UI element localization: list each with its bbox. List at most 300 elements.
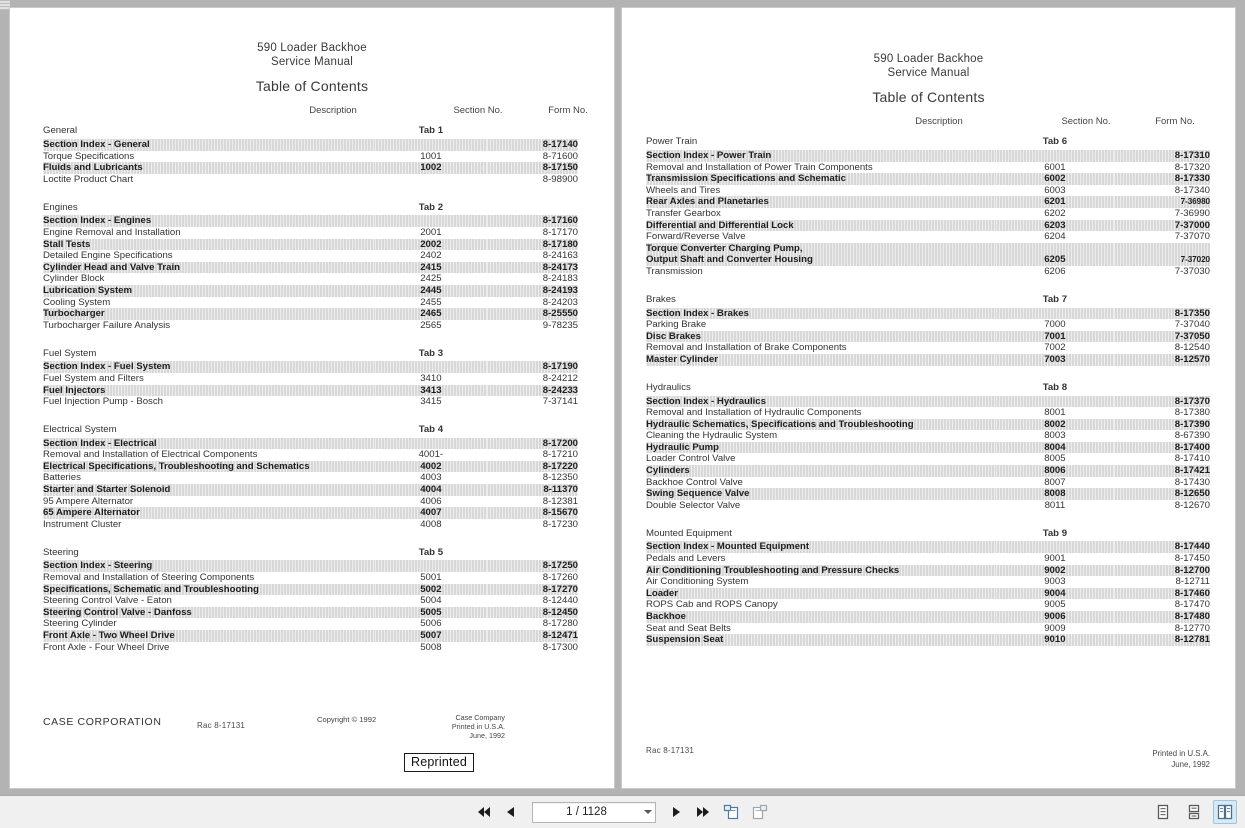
- toc-row-form: 8-12381: [542, 495, 578, 507]
- toc-group-row: [43, 417, 578, 438]
- toc-row-form: 8-17160: [487, 215, 578, 227]
- toc-row-description: Section Index - Electrical: [43, 438, 375, 450]
- toc-row-form: 8-12350: [542, 472, 578, 484]
- toc-group-form: [487, 194, 578, 215]
- toc-group-tab: Tab 3: [418, 347, 444, 359]
- toc-row-section: 8011: [1044, 499, 1066, 511]
- toc-row-section: 7001: [996, 331, 1114, 343]
- toc-row-form: 8-17450: [1174, 553, 1210, 565]
- toc-row-description: Section Index - Power Train: [646, 150, 996, 162]
- toc-row[interactable]: [646, 576, 1210, 588]
- toc-row[interactable]: [646, 588, 1210, 600]
- toc-row[interactable]: [43, 139, 578, 151]
- toc-row-description: Loctite Product Chart: [43, 173, 134, 185]
- toc-row-section: 4003: [420, 472, 442, 484]
- toc-row-description: Steering Control Valve - Danfoss: [43, 607, 375, 619]
- toc-group-tab: Tab 4: [418, 423, 444, 435]
- toc-row-form: 8-12540: [1174, 342, 1210, 354]
- toc-row-section: 2402: [420, 250, 442, 262]
- toc-row-section: 8004: [996, 442, 1114, 454]
- toc-row[interactable]: [646, 541, 1210, 553]
- page-right[interactable]: [622, 8, 1235, 788]
- toc-row-form: 8-17270: [487, 584, 578, 596]
- column-header-form-right: Form No.: [1155, 116, 1195, 127]
- toc-group-tab: Tab 9: [1042, 527, 1068, 539]
- toc-row[interactable]: [646, 419, 1210, 431]
- toc-row[interactable]: [43, 396, 578, 408]
- toc-row-section: 5001: [420, 572, 442, 584]
- toc-group-form: [1114, 375, 1210, 396]
- toc-row[interactable]: [43, 151, 578, 163]
- toc-row-section: 2445: [375, 285, 487, 297]
- toc-row-section: 3410: [420, 372, 442, 384]
- toc-row-description: Removal and Installation of Power Train Components: [646, 161, 873, 173]
- toc-row-section: 6205: [996, 254, 1114, 266]
- toc-row-form: 7-36990: [1174, 207, 1210, 219]
- toc-row-description: Backhoe: [646, 611, 996, 623]
- toc-row-form: 7-37030: [1174, 265, 1210, 277]
- toc-row[interactable]: [646, 553, 1210, 565]
- column-headers-right: [646, 116, 1210, 129]
- column-header-section-right: Section No.: [1061, 116, 1111, 127]
- toc-row[interactable]: [646, 430, 1210, 442]
- toc-row-description: Removal and Installation of Hydraulic Components: [646, 407, 862, 419]
- toc-row[interactable]: [43, 285, 578, 297]
- toc-row-section: 6204: [1044, 231, 1066, 243]
- toc-row[interactable]: [646, 243, 1210, 255]
- doc-title-line2-right: Service Manual: [887, 67, 970, 79]
- previous-page-icon[interactable]: [502, 802, 520, 822]
- toc-group-label: Brakes: [646, 293, 676, 305]
- toc-group-label: Engines: [43, 201, 78, 213]
- toc-row-form: 8-17210: [542, 449, 578, 461]
- toc-group-form: [487, 417, 578, 438]
- toc-row[interactable]: [646, 634, 1210, 646]
- toc-row-section: [375, 139, 487, 151]
- doc-title-line1: 590 Loader Backhoe: [257, 42, 367, 54]
- toc-section-spacer: [43, 185, 578, 194]
- page-navigation-group: [0, 796, 1245, 828]
- toc-group-label: Hydraulics: [646, 381, 691, 393]
- toc-row-description: Air Conditioning Troubleshooting and Pressure Checks: [646, 565, 996, 577]
- toc-row-form: 8-17390: [1114, 419, 1210, 431]
- toc-row-form: 8-17180: [487, 239, 578, 251]
- page-left[interactable]: [10, 8, 614, 788]
- toc-row-description: Fluids and Lubricants: [43, 162, 375, 174]
- toc-row[interactable]: [43, 618, 578, 630]
- toc-row-description: Cleaning the Hydraulic System: [646, 430, 778, 442]
- toc-row-description: Lubrication System: [43, 285, 375, 297]
- toc-table-right: [646, 129, 1210, 646]
- toc-row-description: Backhoe Control Valve: [646, 476, 743, 488]
- toc-row-section: [996, 396, 1114, 408]
- toc-row-description: Forward/Reverse Valve: [646, 231, 746, 243]
- toc-table-left: [43, 118, 578, 653]
- toc-row-form: 8-12770: [1174, 622, 1210, 634]
- insert-page-icon[interactable]: [722, 802, 742, 822]
- toc-row-form: 8-12570: [1114, 354, 1210, 366]
- toc-row-description: Air Conditioning System: [646, 576, 749, 588]
- toc-row-section: 4004: [375, 484, 487, 496]
- toc-row-form: 8-17170: [542, 226, 578, 238]
- toc-row[interactable]: [646, 500, 1210, 512]
- toc-group-row: [646, 129, 1210, 150]
- toc-row-form: 8-17230: [542, 518, 578, 530]
- toc-group-row: [43, 118, 578, 139]
- toc-row-section: 9005: [1044, 599, 1066, 611]
- toc-row-form: 8-15670: [487, 507, 578, 519]
- toc-group-tab: Tab 7: [1042, 293, 1068, 305]
- view-continuous-icon[interactable]: [1182, 800, 1206, 824]
- toc-row-description: Electrical Specifications, Troubleshooting and Schematics: [43, 461, 375, 473]
- toc-row[interactable]: [43, 273, 578, 285]
- toc-row-form: 8-17280: [542, 618, 578, 630]
- column-header-description-right: Description: [915, 116, 963, 127]
- toc-row-section: 3413: [375, 385, 487, 397]
- toc-row-section: 4001-: [418, 449, 444, 461]
- toc-row-section: 4008: [420, 518, 442, 530]
- toc-row-form: 7-37070: [1174, 231, 1210, 243]
- toc-section-spacer: [646, 511, 1210, 520]
- toc-group-label: Power Train: [646, 136, 698, 148]
- toc-row-section: 4002: [375, 461, 487, 473]
- column-header-section: Section No.: [453, 105, 503, 116]
- toc-row-form: 8-17480: [1114, 611, 1210, 623]
- toc-row-description: Cylinder Block: [43, 273, 105, 285]
- toc-row-section: 9004: [996, 588, 1114, 600]
- toc-section-spacer: [43, 408, 578, 417]
- toc-row-section: 8003: [1044, 430, 1066, 442]
- toc-row[interactable]: [43, 607, 578, 619]
- toc-row-form: 8-17140: [487, 139, 578, 151]
- toc-row-section: 8006: [996, 465, 1114, 477]
- toc-row-form: 7-37040: [1174, 319, 1210, 331]
- toc-row[interactable]: [43, 461, 578, 473]
- toc-row-description: Steering Cylinder: [43, 618, 117, 630]
- view-mode-group: [1151, 796, 1237, 828]
- toc-row[interactable]: [43, 584, 578, 596]
- toc-row-form: 8-24203: [542, 296, 578, 308]
- toc-row[interactable]: [43, 320, 578, 332]
- toc-row[interactable]: [43, 215, 578, 227]
- toc-row-description: Cylinders: [646, 465, 996, 477]
- toc-row[interactable]: [646, 331, 1210, 343]
- toc-row[interactable]: [43, 385, 578, 397]
- bottom-toolbar: [0, 795, 1245, 828]
- scroll-corner: [0, 0, 10, 10]
- toc-row[interactable]: [646, 208, 1210, 220]
- toc-row[interactable]: [646, 488, 1210, 500]
- toc-row[interactable]: [646, 354, 1210, 366]
- toc-row[interactable]: [43, 297, 578, 309]
- toc-row-description: Cooling System: [43, 296, 111, 308]
- toc-row-description: Swing Sequence Valve: [646, 488, 996, 500]
- toc-row[interactable]: [646, 220, 1210, 232]
- toc-row[interactable]: [646, 150, 1210, 162]
- toc-row-section: 6201: [996, 196, 1114, 208]
- toc-row-section: [996, 541, 1114, 553]
- column-headers-left: [43, 105, 588, 118]
- toc-row-description: Turbocharger: [43, 308, 375, 320]
- toc-row-description: Stall Tests: [43, 239, 375, 251]
- toc-row-form: 8-17250: [487, 560, 578, 572]
- toc-row[interactable]: [646, 565, 1210, 577]
- toc-row-description: Starter and Starter Solenoid: [43, 484, 375, 496]
- last-page-icon[interactable]: [695, 802, 713, 822]
- toc-row-form: 7-37141: [542, 396, 578, 408]
- toc-group-row: [646, 520, 1210, 541]
- toc-section-spacer: [646, 278, 1210, 287]
- toc-row[interactable]: [646, 342, 1210, 354]
- toc-row-description: Detailed Engine Specifications: [43, 250, 173, 262]
- toc-row[interactable]: [43, 438, 578, 450]
- toc-row-description: Parking Brake: [646, 319, 707, 331]
- toc-row[interactable]: [43, 373, 578, 385]
- toc-row-form: 9-78235: [542, 319, 578, 331]
- toc-row-section: 9010: [996, 634, 1114, 646]
- toc-row-section: 9001: [1044, 553, 1066, 565]
- toc-row[interactable]: [646, 465, 1210, 477]
- toc-row-form: 8-12650: [1114, 488, 1210, 500]
- toc-section-spacer: [43, 331, 578, 340]
- toc-row-description: Section Index - Fuel System: [43, 361, 375, 373]
- toc-row-section: 6001: [1044, 161, 1066, 173]
- toc-row-section: 3415: [420, 396, 442, 408]
- toc-row-description: Removal and Installation of Electrical Components: [43, 449, 258, 461]
- toc-row-section: 1002: [375, 162, 487, 174]
- toc-row-form: 8-17310: [1114, 150, 1210, 162]
- toc-row-form: 8-25550: [487, 308, 578, 320]
- toc-row[interactable]: [646, 254, 1210, 266]
- toc-heading-left: Table of Contents: [255, 78, 369, 94]
- doc-title-right: [622, 52, 1235, 80]
- footer-copyright: Copyright © 1992: [317, 715, 377, 724]
- toc-row[interactable]: [43, 174, 578, 186]
- toc-row-form: 8-17300: [542, 641, 578, 653]
- toc-group-label: General: [43, 125, 78, 137]
- toc-row-section: 2002: [375, 239, 487, 251]
- toc-row[interactable]: [646, 266, 1210, 278]
- toc-row[interactable]: [43, 361, 578, 373]
- toc-row-form: 8-24233: [487, 385, 578, 397]
- toc-group-label: Steering: [43, 546, 79, 558]
- toc-row-section: [375, 174, 487, 186]
- toc-row[interactable]: [43, 472, 578, 484]
- toc-row-description: Output Shaft and Converter Housing: [646, 254, 996, 266]
- first-page-icon[interactable]: [475, 802, 493, 822]
- toc-row-description: Double Selector Valve: [646, 499, 741, 511]
- toc-row[interactable]: [43, 227, 578, 239]
- toc-row-form: 7-37050: [1114, 331, 1210, 343]
- toc-row-section: 6002: [996, 173, 1114, 185]
- toc-row[interactable]: [43, 449, 578, 461]
- toc-row-form: 8-17400: [1114, 442, 1210, 454]
- toc-row-form: 8-17410: [1174, 453, 1210, 465]
- toc-row-form: 8-12700: [1114, 565, 1210, 577]
- toc-row[interactable]: [43, 308, 578, 320]
- toc-group-form: [487, 340, 578, 361]
- toc-row-form: 8-11370: [487, 484, 578, 496]
- toc-group-tab: Tab 1: [418, 125, 444, 137]
- toc-row-description: Batteries: [43, 472, 81, 484]
- toc-row-section: 5002: [375, 584, 487, 596]
- toc-row[interactable]: [43, 262, 578, 274]
- toc-row[interactable]: [43, 484, 578, 496]
- footer-printed-line1: Printed in U.S.A.: [1152, 749, 1210, 758]
- toc-row-form: 8-17380: [1174, 407, 1210, 419]
- toc-group-row: [646, 375, 1210, 396]
- footer-company: [395, 713, 505, 740]
- toc-row-form: 8-17220: [487, 461, 578, 473]
- toc-group-row: [646, 287, 1210, 308]
- toc-row-form: 8-17200: [487, 438, 578, 450]
- toc-row[interactable]: [646, 185, 1210, 197]
- footer-corporation: CASE CORPORATION: [43, 716, 162, 728]
- toc-row-section: 4007: [375, 507, 487, 519]
- toc-row-description: Section Index - Brakes: [646, 308, 996, 320]
- toc-row-section: 9006: [996, 611, 1114, 623]
- toc-row-section: 6003: [1044, 184, 1066, 196]
- toc-row-description: Rear Axles and Planetaries: [646, 196, 996, 208]
- toc-row[interactable]: [43, 239, 578, 251]
- toc-row[interactable]: [43, 507, 578, 519]
- view-single-page-icon[interactable]: [1151, 800, 1175, 824]
- chevron-down-icon[interactable]: [641, 810, 655, 815]
- toc-group-tab: Tab 6: [1042, 136, 1068, 148]
- toc-row[interactable]: [646, 308, 1210, 320]
- toc-row-description: Fuel System and Filters: [43, 372, 144, 384]
- toc-row-section: 2455: [420, 296, 442, 308]
- toc-row-section: 9002: [996, 565, 1114, 577]
- toc-row-form: 8-67390: [1174, 430, 1210, 442]
- toc-row-section: 8002: [996, 419, 1114, 431]
- toc-row-section: 2001: [420, 226, 442, 238]
- toc-row-form: 8-17150: [487, 162, 578, 174]
- toc-row[interactable]: [646, 231, 1210, 243]
- page-number-value: 1 / 1128: [566, 806, 607, 818]
- toc-row[interactable]: [646, 396, 1210, 408]
- toc-row-section: 2425: [420, 273, 442, 285]
- toc-row-description: Fuel Injectors: [43, 385, 375, 397]
- toc-row[interactable]: [646, 442, 1210, 454]
- toc-section-spacer: [43, 530, 578, 539]
- toc-row[interactable]: [646, 407, 1210, 419]
- toc-row[interactable]: [43, 642, 578, 654]
- toc-row-description: Hydraulic Pump: [646, 442, 996, 454]
- toc-row-form: 8-17430: [1174, 476, 1210, 488]
- remove-page-icon[interactable]: [751, 802, 771, 822]
- toc-row-form: 8-98900: [542, 173, 578, 185]
- toc-row-form: 8-17440: [1114, 541, 1210, 553]
- toc-row-section: [996, 150, 1114, 162]
- toc-row[interactable]: [43, 595, 578, 607]
- toc-row[interactable]: [646, 173, 1210, 185]
- toc-row-description: Pedals and Levers: [646, 553, 726, 565]
- toc-row-description: Front Axle - Four Wheel Drive: [43, 641, 170, 653]
- toc-group-form: [1114, 129, 1210, 150]
- toc-row-section: 9009: [1044, 622, 1066, 634]
- toc-row-description: Section Index - Mounted Equipment: [646, 541, 996, 553]
- toc-table-wrap-left: [43, 118, 578, 653]
- toc-row[interactable]: [646, 162, 1210, 174]
- toc-row-form: 8-17370: [1114, 396, 1210, 408]
- toc-row-description: Front Axle - Two Wheel Drive: [43, 630, 375, 642]
- toc-row-form: 8-17190: [487, 361, 578, 373]
- footer-company-line1: Case Company: [455, 713, 505, 722]
- toc-row[interactable]: [646, 477, 1210, 489]
- toc-row-form: [1114, 243, 1210, 255]
- toc-row-section: [375, 560, 487, 572]
- toc-group-form: [1114, 520, 1210, 541]
- toc-row[interactable]: [646, 453, 1210, 465]
- toc-row-description: Torque Converter Charging Pump,: [646, 243, 996, 255]
- toc-row[interactable]: [646, 623, 1210, 635]
- toc-row-description: Hydraulic Schematics, Specifications and Troubleshooting: [646, 419, 996, 431]
- toc-row-description: Wheels and Tires: [646, 184, 721, 196]
- toc-row-description: Transmission: [646, 265, 703, 277]
- toc-row-form: 8-12450: [487, 607, 578, 619]
- toc-row-description: Removal and Installation of Steering Components: [43, 572, 255, 584]
- footer-company-line2: Printed in U.S.A.: [451, 722, 505, 731]
- toc-group-form: [1114, 287, 1210, 308]
- toc-row-form: 8-24173: [487, 262, 578, 274]
- toc-row-description: Seat and Seat Belts: [646, 622, 731, 634]
- toc-group-tab: Tab 8: [1042, 381, 1068, 393]
- toc-row[interactable]: [43, 572, 578, 584]
- toc-row[interactable]: [43, 560, 578, 572]
- toc-group-tab: Tab 2: [418, 201, 444, 213]
- toc-row[interactable]: [43, 162, 578, 174]
- toc-row[interactable]: [43, 496, 578, 508]
- toc-row-description: Removal and Installation of Brake Components: [646, 342, 847, 354]
- toc-row-section: 5005: [375, 607, 487, 619]
- toc-row[interactable]: [646, 196, 1210, 208]
- toc-row-form: 8-17340: [1174, 184, 1210, 196]
- toc-row-section: 8007: [1044, 476, 1066, 488]
- page-number-input[interactable]: [532, 802, 656, 823]
- next-page-icon[interactable]: [668, 802, 686, 822]
- toc-row-section: 7000: [1044, 319, 1066, 331]
- toc-row-description: Loader: [646, 588, 996, 600]
- toc-row-description: Section Index - Engines: [43, 215, 375, 227]
- toc-row-form: 8-17350: [1114, 308, 1210, 320]
- toc-row-section: 5006: [420, 618, 442, 630]
- toc-row-description: Section Index - Steering: [43, 560, 375, 572]
- toc-row-form: 8-24193: [487, 285, 578, 297]
- toc-row[interactable]: [646, 319, 1210, 331]
- toc-row[interactable]: [43, 250, 578, 262]
- footer-printed: [1070, 748, 1210, 770]
- toc-row-description: Transmission Specifications and Schematic: [646, 173, 996, 185]
- column-header-form: Form No.: [548, 105, 588, 116]
- toc-row-description: 95 Ampere Alternator: [43, 495, 134, 507]
- view-two-page-icon[interactable]: [1213, 800, 1237, 824]
- toc-row-description: Suspension Seat: [646, 634, 996, 646]
- toc-row-section: 7003: [996, 354, 1114, 366]
- toc-row-description: Specifications, Schematic and Troubleshooting: [43, 584, 375, 596]
- toc-row-form: 8-12781: [1114, 634, 1210, 646]
- toc-row[interactable]: [646, 611, 1210, 623]
- toc-row[interactable]: [646, 599, 1210, 611]
- toc-row-description: Torque Specifications: [43, 150, 135, 162]
- toc-row-form: 8-17421: [1114, 465, 1210, 477]
- toc-row-section: 2465: [375, 308, 487, 320]
- toc-row-form: 8-17330: [1114, 173, 1210, 185]
- toc-row[interactable]: [43, 519, 578, 531]
- doc-title-line2: Service Manual: [270, 56, 354, 68]
- toc-row-form: 7-37020: [1114, 254, 1210, 266]
- toc-row[interactable]: [43, 630, 578, 642]
